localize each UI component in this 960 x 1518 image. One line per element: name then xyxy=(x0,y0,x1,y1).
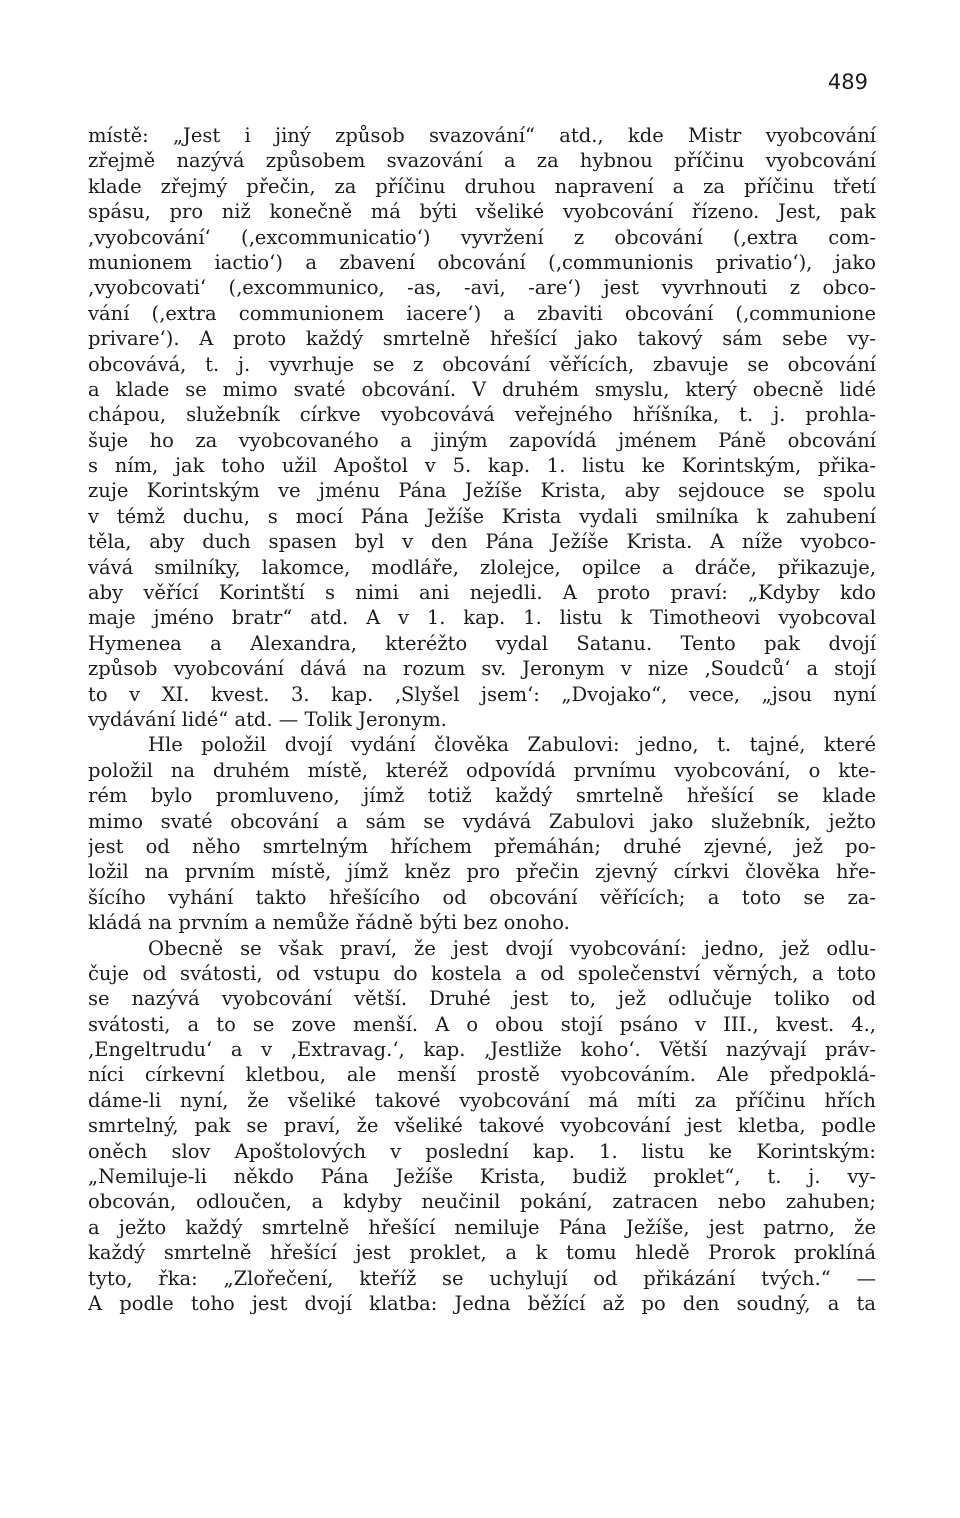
text-line: se nazývá vyobcování větší. Druhé jest to, jež odlučuje toliko od xyxy=(88,987,876,1011)
text-line: místě: „Jest i jiný způsob svazování“ atd., kde Mistr vyobcování xyxy=(88,124,876,147)
text-line: maje jméno bratr“ atd. A v 1. kap. 1. listu k Timotheovi vyobcoval xyxy=(88,606,876,630)
page-number: 489 xyxy=(827,70,868,94)
text-line: šuje ho za vyobcovaného a jiným zapovídá jménem Páně obcování xyxy=(88,428,876,452)
text-line: způsob vyobcování dává na rozum sv. Jeronym v nize ‚Soudců‘ a stojí xyxy=(88,657,876,681)
text-line: obcován, odloučen, a kdyby neučinil pokání, zatracen nebo zahuben; xyxy=(88,1190,876,1214)
text-line: ‚vyobcování‘ (‚excommunicatio‘) vyvržení z obcování (‚extra com- xyxy=(88,225,876,249)
text-line: oněch slov Apoštolových v poslední kap. 1. listu ke Korintským: xyxy=(88,1139,876,1163)
text-line: mimo svaté obcování a sám se vydává Zabulovi jako služebník, ježto xyxy=(88,809,876,833)
text-line: chápou, služebník církve vyobcovává veřejného hříšníka, t. j. prohla- xyxy=(88,403,876,427)
text-line: jest od něho smrtelným hříchem přemáhán; druhé zjevné, jež po- xyxy=(88,834,876,858)
text-line: obcovává, t. j. vyvrhuje se z obcování věřících, zbavuje se obcování xyxy=(88,352,876,376)
text-line: Hle položil dvojí vydání člověka Zabulovi: jedno, t. tajné, které xyxy=(148,733,876,757)
text-line: svátosti, a to se zove menší. A o obou stojí psáno v III., kvest. 4., xyxy=(88,1012,876,1036)
text-line: klade zřejmý přečin, za příčinu druhou napravení a za příčinu třetí xyxy=(88,174,876,198)
text-line: rém bylo promluveno, jímž totiž každý smrtelně hřešící se klade xyxy=(88,784,876,808)
text-line: níci církevní kletbou, ale menší prostě vyobcováním. Ale předpoklá- xyxy=(88,1063,876,1087)
text-line: vává smilníky, lakomce, modláře, zlolejce, opilce a dráče, přikazuje, xyxy=(88,555,876,579)
text-line: zuje Korintským ve jménu Pána Ježíše Krista, aby sejdouce se spolu xyxy=(88,479,876,503)
text-line: A podle toho jest dvojí klatba: Jedna běžící až po den soudný, a ta xyxy=(88,1291,876,1315)
text-line: to v XI. kvest. 3. kap. ‚Slyšel jsem‘: „Dvojako“, vece, „jsou nyní xyxy=(88,682,876,706)
text-line: s ním, jak toho užil Apoštol v 5. kap. 1. listu ke Korintským, přika- xyxy=(88,454,876,478)
text-line: aby věřící Korintští s nimi ani nejedli. A proto praví: „Kdyby kdo xyxy=(88,581,876,605)
text-line: těla, aby duch spasen byl v den Pána Ježíše Krista. A níže vyobco- xyxy=(88,530,876,554)
text-line: kládá na prvním a nemůže řádně býti bez onoho. xyxy=(88,911,570,935)
text-line: zřejmě nazývá způsobem svazování a za hybnou příčinu vyobcování xyxy=(88,149,876,173)
text-line: a ježto každý smrtelně hřešící nemiluje Pána Ježíše, jest patrno, že xyxy=(88,1215,876,1239)
text-line: munionem iactio‘) a zbavení obcování (‚communionis privatio‘), jako xyxy=(88,250,876,274)
text-line: a klade se mimo svaté obcování. V druhém smyslu, který obecně lidé xyxy=(88,377,876,401)
text-line: spásu, pro niž konečně má býti všeliké vyobcování řízeno. Jest, pak xyxy=(88,200,876,224)
text-line: čuje od svátosti, od vstupu do kostela a od společenství věrných, a toto xyxy=(88,961,876,985)
text-line: „Nemiluje-li někdo Pána Ježíše Krista, budiž proklet“, t. j. vy- xyxy=(88,1165,876,1189)
text-line: tyto, řka: „Zlořečení, kteříž se uchylují od přikázání tvých.“ — xyxy=(88,1266,876,1290)
text-line: smrtelný, pak se praví, že všeliké takové vyobcování jest kletba, podle xyxy=(88,1114,876,1138)
text-line: šícího vyhání takto hřešícího od obcování věřících; a toto se za- xyxy=(88,885,876,909)
text-line: vání (‚extra communionem iacere‘) a zbaviti obcování (‚communione xyxy=(88,301,876,325)
text-line: ‚Engeltrudu‘ a v ‚Extravag.‘, kap. ‚Jestliže koho‘. Větší nazývají práv- xyxy=(88,1038,876,1062)
text-line: Obecně se však praví, že jest dvojí vyobcování: jedno, jež odlu- xyxy=(148,936,876,960)
text-line: ložil na prvním místě, jímž kněz pro přečin zjevný církvi člověka hře- xyxy=(88,860,876,884)
text-line: vydávání lidé“ atd. — Tolik Jeronym. xyxy=(88,707,447,731)
text-line: ‚vyobcovati‘ (‚excommunico, -as, -avi, -are‘) jest vyvrhnouti z obco- xyxy=(88,276,876,300)
text-line: v témž duchu, s mocí Pána Ježíše Krista vydali smilníka k zahubení xyxy=(88,504,876,528)
text-line: každý smrtelně hřešící jest proklet, a k tomu hledě Prorok proklíná xyxy=(88,1241,876,1265)
text-line: Hymenea a Alexandra, kteréžto vydal Satanu. Tento pak dvojí xyxy=(88,631,876,655)
text-line: položil na druhém místě, kteréž odpovídá prvnímu vyobcování, o kte- xyxy=(88,758,876,782)
body-text xyxy=(88,123,876,1316)
text-line: privare‘). A proto každý smrtelně hřešící jako takový sám sebe vy- xyxy=(88,327,876,351)
text-line: dáme-li nyní, že všeliké takové vyobcování má míti za příčinu hřích xyxy=(88,1088,876,1112)
